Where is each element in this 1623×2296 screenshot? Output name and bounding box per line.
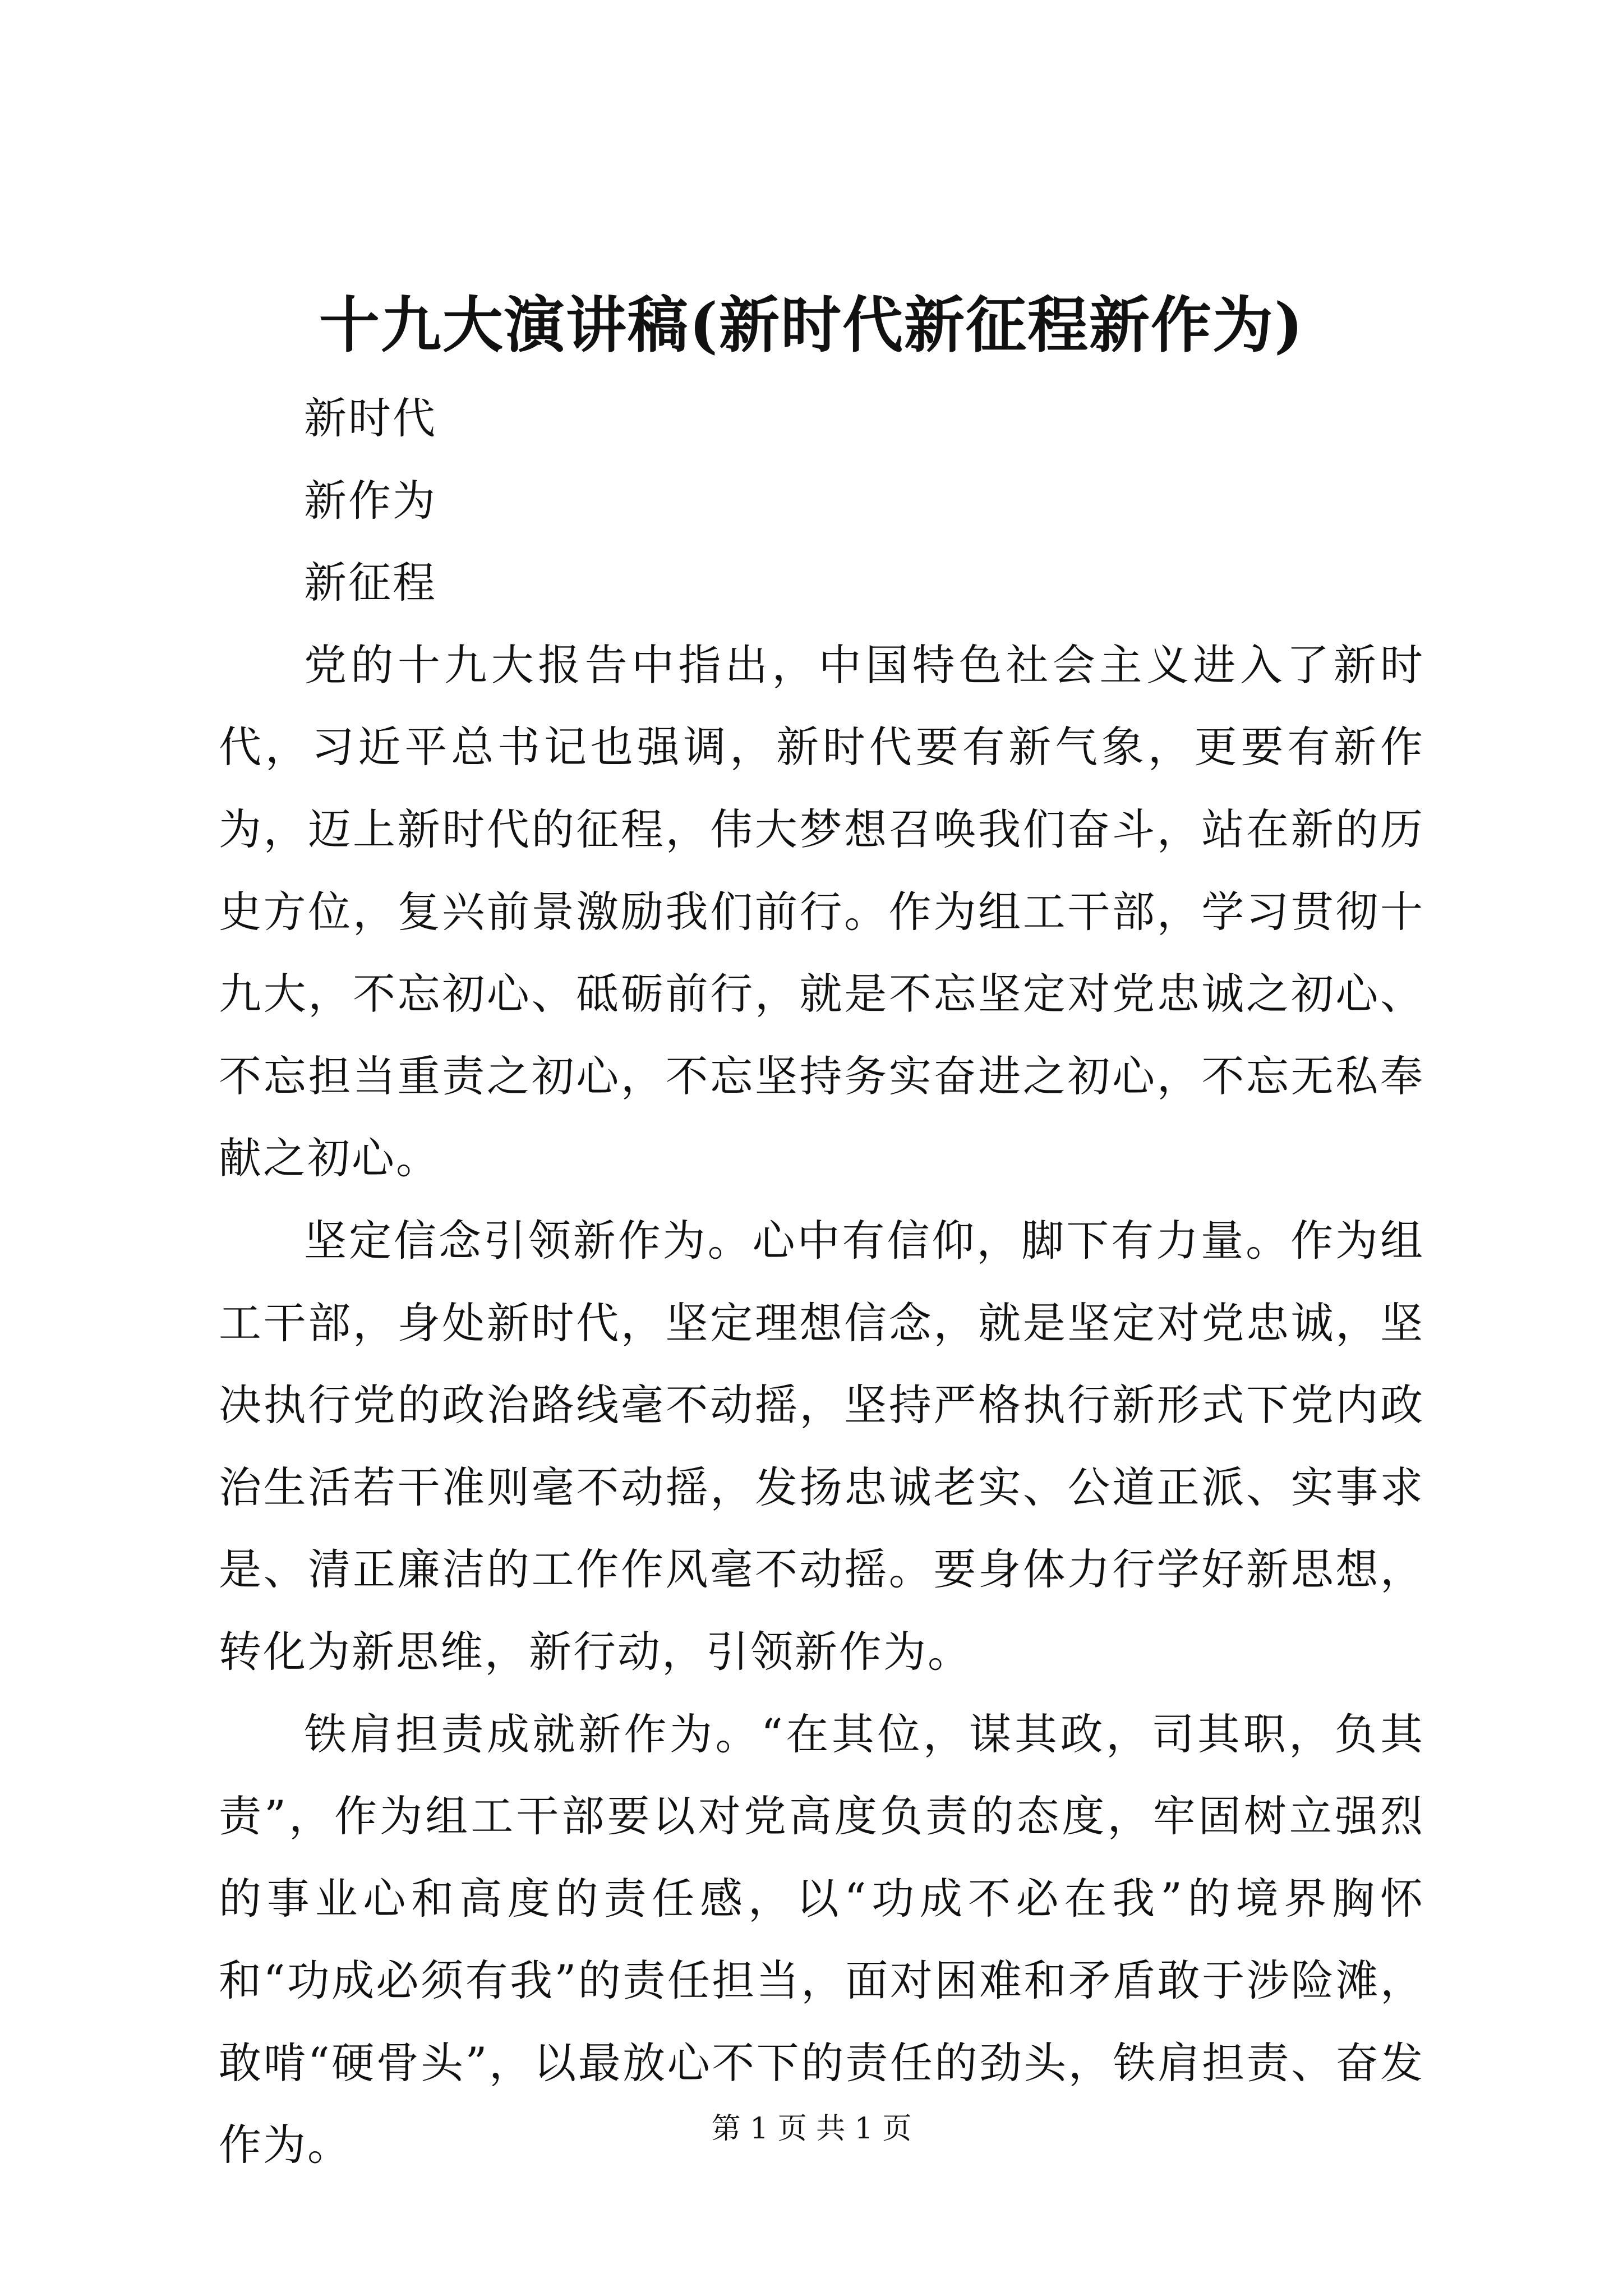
document-title: 十九大演讲稿(新时代新征程新作为) [319, 290, 1304, 361]
body-paragraph-intro: 党的十九大报告中指出，中国特色社会主义进入了新时代，习近平总书记也强调，新时代要有新气象，更要有新作为，迈上新时代的征程，伟大梦想召唤我们奋斗，站在新的历史方位，复兴前景激励我们前行。作为组工干部，学习贯彻十九大，不忘初心、砥砺前行，就是不忘坚定对党忠诚之初心、不忘担当重责之初心，不忘坚持务实奋进之初心，不忘无私奉献之初心。 [219, 639, 1424, 1184]
heading-line-new-era: 新时代 [304, 393, 437, 443]
page-footer: 第 1 页 共 1 页 [711, 2112, 912, 2146]
document-body [219, 378, 1424, 2187]
heading-line-new-journey: 新征程 [304, 558, 437, 608]
body-paragraph-responsibility: 铁肩担责成就新作为。“在其位，谋其政，司其职，负其责”，作为组工干部要以对党高度负责的态度，牢固树立强烈的事业心和高度的责任感，以“功成不必在我”的境界胸怀和“功成必须有我”的责任担当，面对困难和矛盾敢于涉险滩，敢啃“硬骨头”，以最放心不下的责任的劲头，铁肩担责、奋发作为。 [219, 1709, 1424, 2170]
body-paragraph-faith: 坚定信念引领新作为。心中有信仰，脚下有力量。作为组工干部，身处新时代，坚定理想信念，就是坚定对党忠诚，坚决执行党的政治路线毫不动摇，坚持严格执行新形式下党内政治生活若干准则毫不动摇，发扬忠诚老实、公道正派、实事求是、清正廉洁的工作作风毫不动摇。要身体力行学好新思想，转化为新思维，新行动，引领新作为。 [219, 1215, 1424, 1677]
heading-line-new-action: 新作为 [304, 475, 437, 526]
